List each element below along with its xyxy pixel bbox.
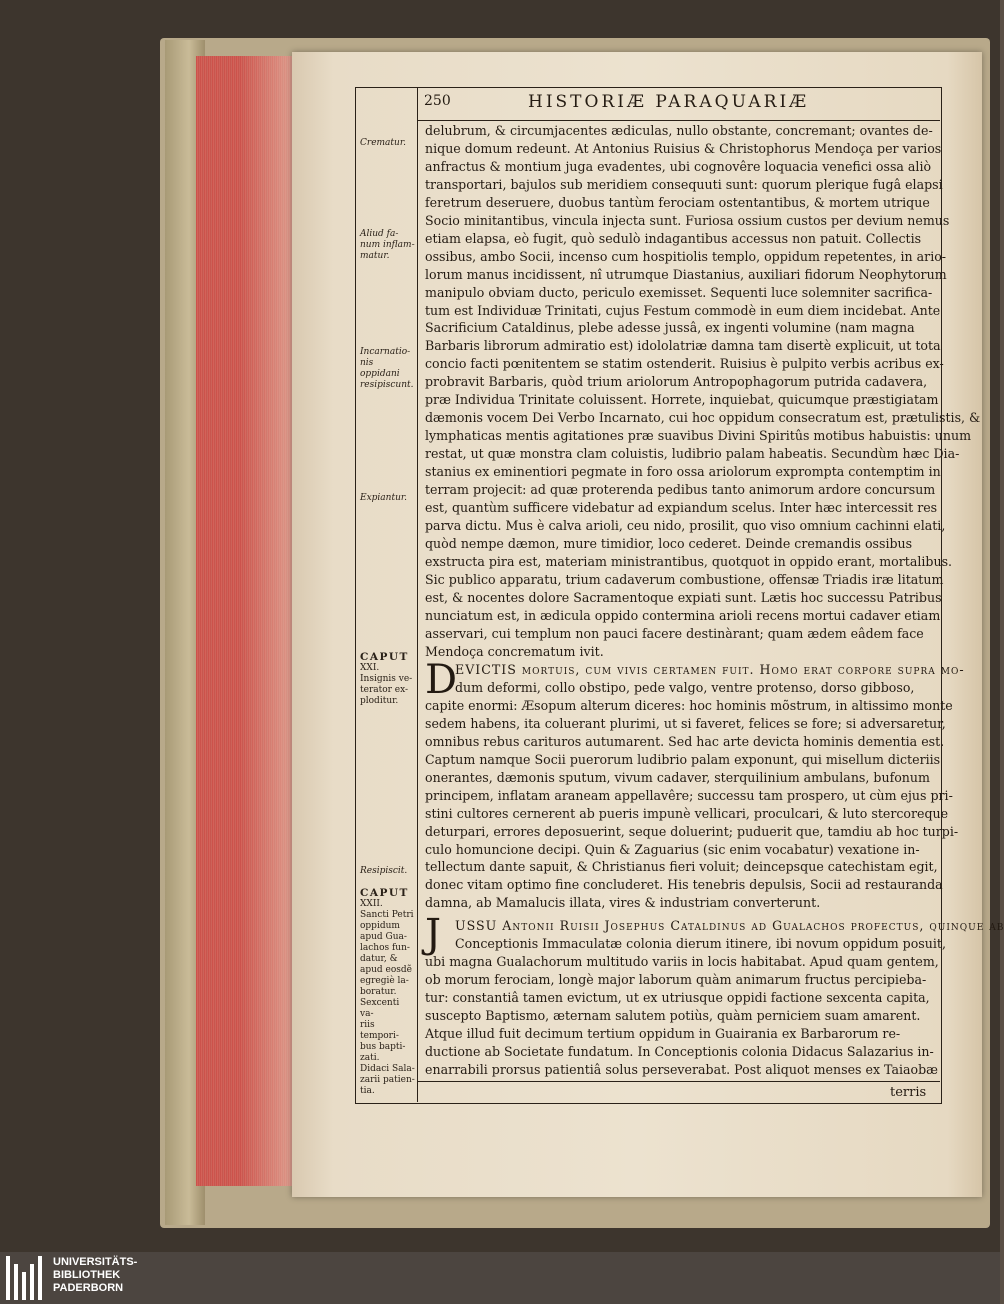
page-edges-highlight	[240, 56, 292, 1186]
library-name-line: UNIVERSITÄTS-	[53, 1256, 138, 1268]
margin-note-line: bus bapti-	[360, 1042, 406, 1052]
text-line: Sic publico apparatu, trium cadaverum combustione, offensæ Triadis iræ litatum	[425, 571, 944, 587]
text-line: capite enormi: Æsopum alterum diceres: hoc hominis mõstrum, in altissimo monte	[425, 697, 953, 713]
margin-note-line: zati.	[360, 1053, 380, 1063]
margin-note-line: XXI.	[360, 663, 380, 673]
text-line: culo homuncione decipi. Quin & Zaguarius (sic enim vocabatur) vexatione in-	[425, 841, 920, 857]
margin-note-line: egregiè la-	[360, 976, 409, 986]
text-line: exstructa pira est, materiam ministrantibus, quotquot in oppido erant, mortalibus.	[425, 553, 953, 569]
paragraph-3	[425, 917, 1004, 1079]
text-line: quòd nempe dæmon, mure timidior, loco cederet. Deinde cremandis ossibus	[425, 535, 913, 551]
text-line: tur: constantiâ tamen evictum, ut ex utriusque oppidi factione sexcenta capita,	[425, 989, 930, 1005]
margin-note-line: Didaci Sala-	[360, 1064, 415, 1074]
text-line: præ Individua Trinitate coluissent. Horrete, inquiebat, quicumque præstigiatam	[425, 392, 939, 408]
drop-cap-d: D	[425, 657, 458, 703]
text-line: Conceptionis Immaculatæ colonia dierum itinere, ibi novum oppidum posuit,	[455, 935, 946, 951]
margin-note-line: matur.	[360, 251, 390, 261]
text-line: EVICTIS mortuis, cum vivis certamen fuit. Homo erat corpore supra mo-	[455, 662, 965, 677]
page-number: 250	[424, 93, 451, 109]
margin-note-line: apud eosdẽ	[360, 965, 412, 975]
text-line: probravit Barbaris, quòd trium ariolorum Antropophagorum putrida cadavera,	[425, 374, 928, 390]
text-line: transportari, bajulos sub meridiem consequuti sunt: quorum plerique fugâ elapsi	[425, 176, 943, 192]
text-line: suscepto Baptismo, æternam salutem potiùs, quàm perniciem suam amarent.	[425, 1007, 921, 1023]
text-line: ubi magna Gualachorum multitudo variis in locis habitabat. Apud quam gentem,	[425, 953, 939, 969]
text-line: sedem habens, ita coluerant plurimi, ut si faveret, felices se fore; si adversaretur,	[425, 715, 946, 731]
margin-note-line: datur, &	[360, 954, 398, 964]
running-title: HISTORIÆ PARAQUARIÆ	[528, 92, 810, 112]
text-line: est, quantùm sufficere videbatur ad expiandum scelus. Inter hæc intercessit res	[425, 500, 938, 516]
text-line: Captum namque Socii puerorum ludibrio palam exponunt, qui misellum dicteriis	[425, 751, 941, 767]
text-line: parva dictu. Mus è calva arioli, ceu nido, prosilit, quo viso omnium cachinni elati,	[425, 517, 946, 533]
text-line: dæmonis vocem Dei Verbo Incarnato, cui hoc oppidum consecratum est, prætulistis, &	[425, 410, 981, 426]
text-line: ob morum ferociam, longè major laborum quàm animarum fructus percipieba-	[425, 971, 927, 987]
text-line: tum est Individuæ Trinitati, cujus Festum commodè in eum diem incidebat. Ante	[425, 302, 941, 318]
margin-note-crematur: Crematur.	[360, 138, 407, 148]
margin-note-expiantur: Expiantur.	[360, 493, 408, 503]
text-line: Mendoça concrematum ivit.	[425, 643, 604, 659]
text-line: lorum manus incidissent, nî utrumque Diastanius, auxiliari fidorum Neophytorum	[425, 266, 947, 282]
margin-note-line: resipiscunt.	[360, 380, 414, 390]
text-line: Sacrificium Cataldinus, plebe adesse jussâ, ex ingenti volumine (nam magna	[425, 320, 915, 336]
drop-cap-j: J	[425, 911, 442, 957]
margin-rule	[417, 87, 418, 1102]
library-name-line: BIBLIOTHEK	[53, 1269, 121, 1281]
margin-note-line: Insignis ve-	[360, 674, 413, 684]
text-line: dum deformi, collo obstipo, pede valgo, ventre protenso, dorso gibboso,	[455, 679, 915, 695]
text-line: stanius ex eminentiori pegmate in foro ossa ariolorum exprompta contemptim in	[425, 464, 941, 480]
margin-note-line: XXII.	[360, 899, 383, 909]
text-line: anfractus & montium juga evadentes, ubi cognovêre loquacia venefici ossa aliò	[425, 158, 932, 174]
text-line: ductione ab Societate fundatum. In Conceptionis colonia Didacus Salazarius in-	[425, 1043, 934, 1059]
margin-note-line: oppidum	[360, 921, 400, 931]
text-line: concio facti pœnitentem se statim ostenderit. Ruisius è pulpito verbis acribus ex-	[425, 356, 944, 372]
margin-note-line: ploditur.	[360, 696, 399, 706]
catchword: terris	[890, 1085, 927, 1100]
text-line: delubrum, & circumjacentes ædiculas, nullo obstante, concremant; ovantes de-	[425, 123, 933, 138]
text-line: feretrum deseruere, duobus tantùm ferociam ostentantibus, & mortem utrique	[425, 194, 930, 210]
margin-note-incarnationis	[360, 347, 415, 391]
text-line: omnibus rebus carituros autumarent. Sed hac arte devicta hominis dementia est.	[425, 733, 945, 749]
text-line: USSU Antonii Ruisii Josephus Cataldinus ad Gualachos profectus, quinque ab	[455, 918, 1004, 933]
margin-note-line: nis oppidani	[360, 358, 400, 379]
library-name	[53, 1256, 253, 1295]
margin-note-line: Sexcenti va-	[360, 998, 400, 1019]
paragraph-2	[425, 657, 965, 912]
margin-note-line: terator ex-	[360, 685, 409, 695]
margin-note-line: lachos fun-	[360, 943, 410, 953]
header-rule	[417, 120, 940, 121]
text-line: restat, ut quæ monstra clam coluistis, ludibrio palam habeatis. Secundùm hæc Dia-	[425, 446, 960, 462]
text-line: Barbaris librorum admiratio est) idololatriæ damna tam disertè explicuit, ut tota	[425, 338, 941, 354]
text-line: damna, ab Mamalucis illata, vires & industriam converterunt.	[425, 895, 821, 911]
running-head	[424, 90, 934, 118]
text-line: deturpari, errores deposuerint, seque doluerint; puduerit que, tamdiu ab hoc turpi-	[425, 823, 959, 839]
library-logo-icon	[6, 1256, 50, 1300]
text-line: stini cultores cernerent ab pueris impunè vellicari, proculcari, & luto stercoreque	[425, 805, 949, 821]
text-line: tellectum dante sapuit, & Christianus fieri voluit; deincepsque catechistam egit,	[425, 859, 938, 875]
text-line: nique domum redeunt. At Antonius Ruisius & Christophorus Mendoça per varios	[425, 140, 942, 156]
margin-note-aliud	[360, 229, 415, 262]
margin-note-line: CAPUT	[360, 887, 409, 899]
text-line: Atque illud fuit decimum tertium oppidum in Guairania ex Barbarorum re-	[425, 1025, 901, 1041]
margin-note-caput-22	[360, 888, 415, 1097]
text-line: enarrabili prorsus patientiâ solus perseverabat. Post aliquot menses ex Taiaobæ	[425, 1061, 938, 1077]
text-line: etiam elapsa, eò fugit, quò sedulò indagantibus accessus non patuit. Collectis	[425, 230, 922, 246]
text-line: terram projecit: ad quæ proterenda pedibus tanto animorum ardore concursum	[425, 482, 936, 498]
paragraph-1	[425, 122, 981, 661]
text-line: Socio minitantibus, vincula injecta sunt. Furiosa ossium custos per devium nemus	[425, 212, 950, 228]
text-line: lymphaticas mentis agitationes præ suavibus Divini Spiritûs motibus habuistis: unum	[425, 428, 972, 444]
margin-note-line: riis tempori-	[360, 1020, 399, 1041]
text-line: asservari, cui templum non pauci facere destinàrant; quam ædem eâdem face	[425, 625, 924, 641]
text-line: ossibus, ambo Socii, incenso cum hospitiolis templo, oppidum repetentes, in ario-	[425, 248, 947, 264]
margin-note-line: num inflam-	[360, 240, 415, 250]
text-line: est, & nocentes dolore Sacramentoque expiati sunt. Lætis hoc successu Patribus	[425, 589, 942, 605]
text-line: nunciatum est, in ædicula oppido contermina arioli recens mortui cadaver etiam	[425, 607, 941, 623]
margin-note-resipiscit: Resipiscit.	[360, 866, 408, 876]
text-line: donec vitam optimo fine concluderet. His tenebris depulsis, Socii ad restauranda	[425, 877, 943, 893]
text-line: onerantes, dæmonis sputum, vivum cadaver, sterquilinium ambulans, bufonum	[425, 769, 930, 785]
margin-note-line: tia.	[360, 1086, 375, 1096]
margin-note-line: boratur.	[360, 987, 397, 997]
text-line: manipulo obviam ducto, periculo exemisset. Sequenti luce solemniter sacrifica-	[425, 284, 933, 300]
margin-note-line: zarii patien-	[360, 1075, 415, 1085]
margin-note-line: Sancti Petri	[360, 910, 414, 920]
library-name-line: PADERBORN	[53, 1282, 124, 1294]
margin-note-line: Incarnatio-	[360, 347, 411, 357]
footer-rule	[417, 1081, 940, 1082]
margin-note-line: apud Gua-	[360, 932, 407, 942]
text-line: principem, inflatam araneam appellavêre; successu tam prospero, ut cùm ejus pri-	[425, 787, 953, 803]
margin-note-line: Aliud fa-	[360, 229, 399, 239]
margin-note-caput-21	[360, 652, 415, 707]
margin-note-line: CAPUT	[360, 651, 409, 663]
